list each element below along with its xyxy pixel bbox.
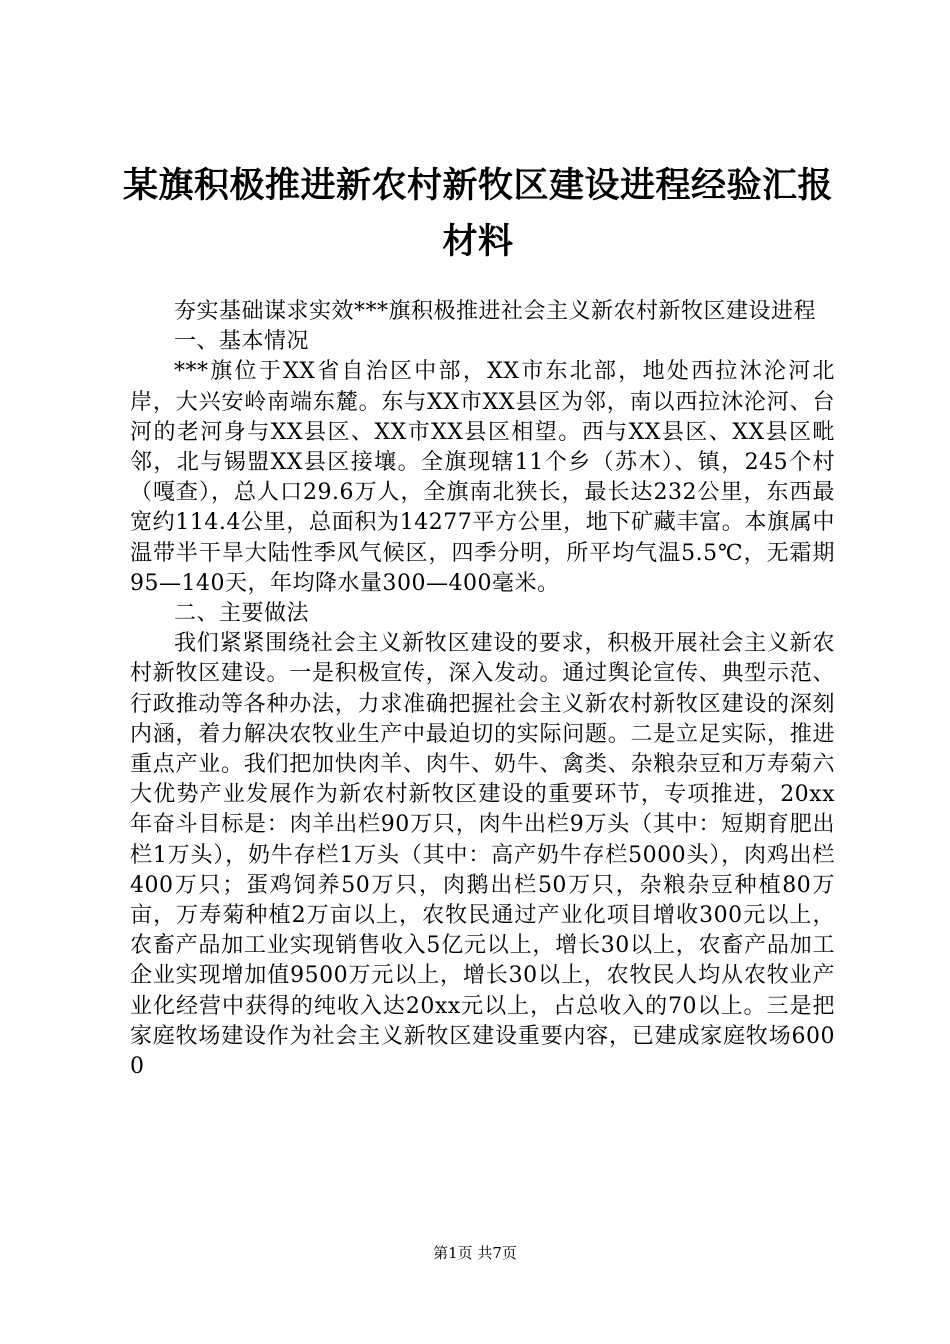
paragraph-main-practices: 我们紧紧围绕社会主义新牧区建设的要求，积极开展社会主义新农村新牧区建设。一是积极宣传，深入发动。通过舆论宣传、典型示范、行政推动等各种办法，力求准确把握社会主义新农村新牧区建设的深刻内涵，着力解决农牧业生产中最迫切的实际问题。二是立足实际，推进重点产业。我们把加快肉羊、肉牛、奶牛、禽类、杂粮杂豆和万寿菊六大优势产业发展作为新农村新牧区建设的重要环节，专项推进，20xx年奋斗目标是：肉羊出栏90万只，肉牛出栏9万头（其中：短期育肥出栏1万头），奶牛存栏1万头（其中：高产奶牛存栏5000头），肉鸡出栏400万只；蛋鸡饲养50万只，肉鹅出栏50万只，杂粮杂豆种植80万亩，万寿菊种植2万亩以上，农牧民通过产业化项目增收300元以上，农畜产品加工业实现销售收入5亿元以上，增长30以上，农畜产品加工企业实现增加值9500万元以上，增长30以上，农牧民人均从农牧业产业化经营中获得的纯收入达20xx元以上，占总收入的70以上。三是把家庭牧场建设作为社会主义新牧区建设重要内容，已建成家庭牧场6000 <box>130 631 835 1080</box>
document-body <box>130 297 835 1082</box>
page-number-footer: 第1页 共7页 <box>433 1244 517 1262</box>
document-title: 某旗积极推进新农村新牧区建设进程经验汇报材料 <box>122 165 833 262</box>
paragraph-subtitle: 夯实基础谋求实效***旗积极推进社会主义新农村新牧区建设进程 <box>174 299 817 324</box>
section-heading-main-practices: 二、主要做法 <box>174 601 310 627</box>
paragraph-basic-situation: ***旗位于XX省自治区中部，XX市东北部，地处西拉沐沦河北岸，大兴安岭南端东麓。东与XX市XX县区为邻，南以西拉沐沦河、台河的老河身与XX县区、XX市XX县区相望。西与XX县区、XX县区毗邻，北与锡盟XX县区接壤。全旗现辖11个乡（苏木）、镇，245个村（嘎查），总人口29.6万人，全旗南北狭长，最长达232公里，东西最宽约114.4公里，总面积为14277平方公里，地下矿藏丰富。本旗属中温带半干旱大陆性季风气候区，四季分明，所平均气温5.5℃，无霜期95—140天，年均降水量300—400毫米。 <box>130 359 835 596</box>
section-heading-basic-situation: 一、基本情况 <box>174 329 310 355</box>
